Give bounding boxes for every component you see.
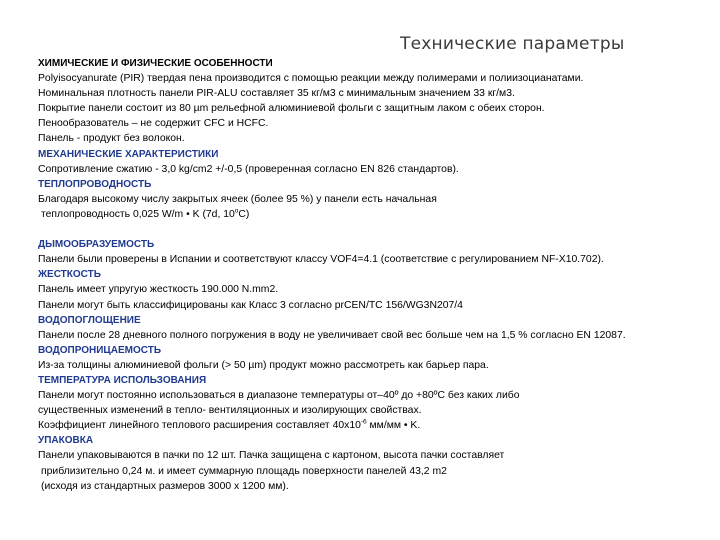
paragraph-line: Polyisocyanurate (PIR) твердая пена производится с помощью реакции между полимерами и полиизоцианатами. [38, 73, 584, 85]
paragraph-line: Панель - продукт без волокон. [38, 133, 185, 145]
paragraph-line: Панель имеет упругую жесткость 190.000 N.mm2. [38, 284, 279, 296]
paragraph-line: Панели могут быть классифицированы как Класс 3 согласно prCEN/TC 156/WG3N207/4 [38, 299, 463, 311]
section-heading-temperature: ТЕМПЕРАТУРА ИСПОЛЬЗОВАНИЯ [38, 374, 207, 386]
section-heading-thermal: ТЕПЛОПРОВОДНОСТЬ [38, 178, 152, 190]
section-heading-chemical: ХИМИЧЕСКИЕ И ФИЗИЧЕСКИЕ ОСОБЕННОСТИ [38, 58, 273, 69]
section-heading-mechanical: МЕХАНИЧЕСКИЕ ХАРАКТЕРИСТИКИ [38, 148, 219, 160]
text-run: теплопроводность 0,025 W/m • K (7d, 10 [41, 208, 235, 220]
paragraph-line: приблизительно 0,24 м. и имеет суммарную площадь поверхности панелей 43,2 m2 [41, 465, 447, 477]
section-heading-stiffness: ЖЕСТКОСТЬ [38, 269, 101, 281]
text-run: Коэффициент линейного теплового расширения составляет 40x10 [38, 420, 361, 432]
section-heading-packaging: УПАКОВКА [38, 435, 94, 447]
paragraph-line: Пенообразователь – не содержит CFC и HCFC. [38, 118, 269, 130]
paragraph-line [38, 418, 714, 433]
superscript: o [234, 207, 239, 215]
paragraph-line: (исходя из стандартных размеров 3000 x 1200 мм). [41, 480, 289, 492]
paragraph-line: существенных изменений в тепло- вентиляционных и изолирующих свойствах. [38, 405, 422, 417]
section-heading-smoke: ДЫМООБРАЗУЕМОСТЬ [38, 239, 155, 251]
paragraph-line: Номинальная плотность панели PIR-ALU составляет 35 кг/м3 с минимальным значением 33 кг/м3. [38, 88, 515, 100]
paragraph-line: Панели упаковываются в пачки по 12 шт. Пачка защищена с картоном, высота пачки составляет [38, 450, 505, 462]
section-heading-water-absorption: ВОДОПОГЛОЩЕНИЕ [38, 314, 141, 326]
paragraph-line: Панели были проверены в Испании и соответствуют классу VOF4=4.1 (соответствие с регулированием NF-X10.702). [38, 254, 604, 266]
text-run: C) [238, 208, 250, 220]
paragraph-spacer [38, 222, 714, 237]
text-run: мм/мм • K. [366, 420, 421, 432]
paragraph-line: Из-за толщины алюминиевой фольги (> 50 µm) продукт можно рассмотреть как барьер пара. [38, 359, 489, 371]
paragraph-line [38, 207, 714, 222]
superscript: -6 [360, 418, 367, 426]
section-heading-vapor: ВОДОПРОНИЦАЕМОСТЬ [38, 344, 162, 356]
paragraph-line: Благодаря высокому числу закрытых ячеек (более 95 %) у панели есть начальная [38, 193, 437, 205]
paragraph-line: Панели могут постоянно использоваться в диапазоне температуры от–40º до +80ºC без каких либо [38, 390, 520, 402]
paragraph-line: Покрытие панели состоит из 80 µm рельефной алюминиевой фольги с защитным лаком с обеих сторон. [38, 103, 545, 115]
paragraph-line: Панели после 28 дневного полного погружения в воду не увеличивает свой вес больше чем на 1,5 % согласно EN 12087. [38, 329, 626, 341]
paragraph-line: Сопротивление сжатию - 3,0 kg/cm2 +/-0,5 (проверенная согласно EN 826 стандартов). [38, 163, 459, 175]
document-body [38, 56, 714, 494]
page-title: Технические параметры [400, 34, 625, 54]
